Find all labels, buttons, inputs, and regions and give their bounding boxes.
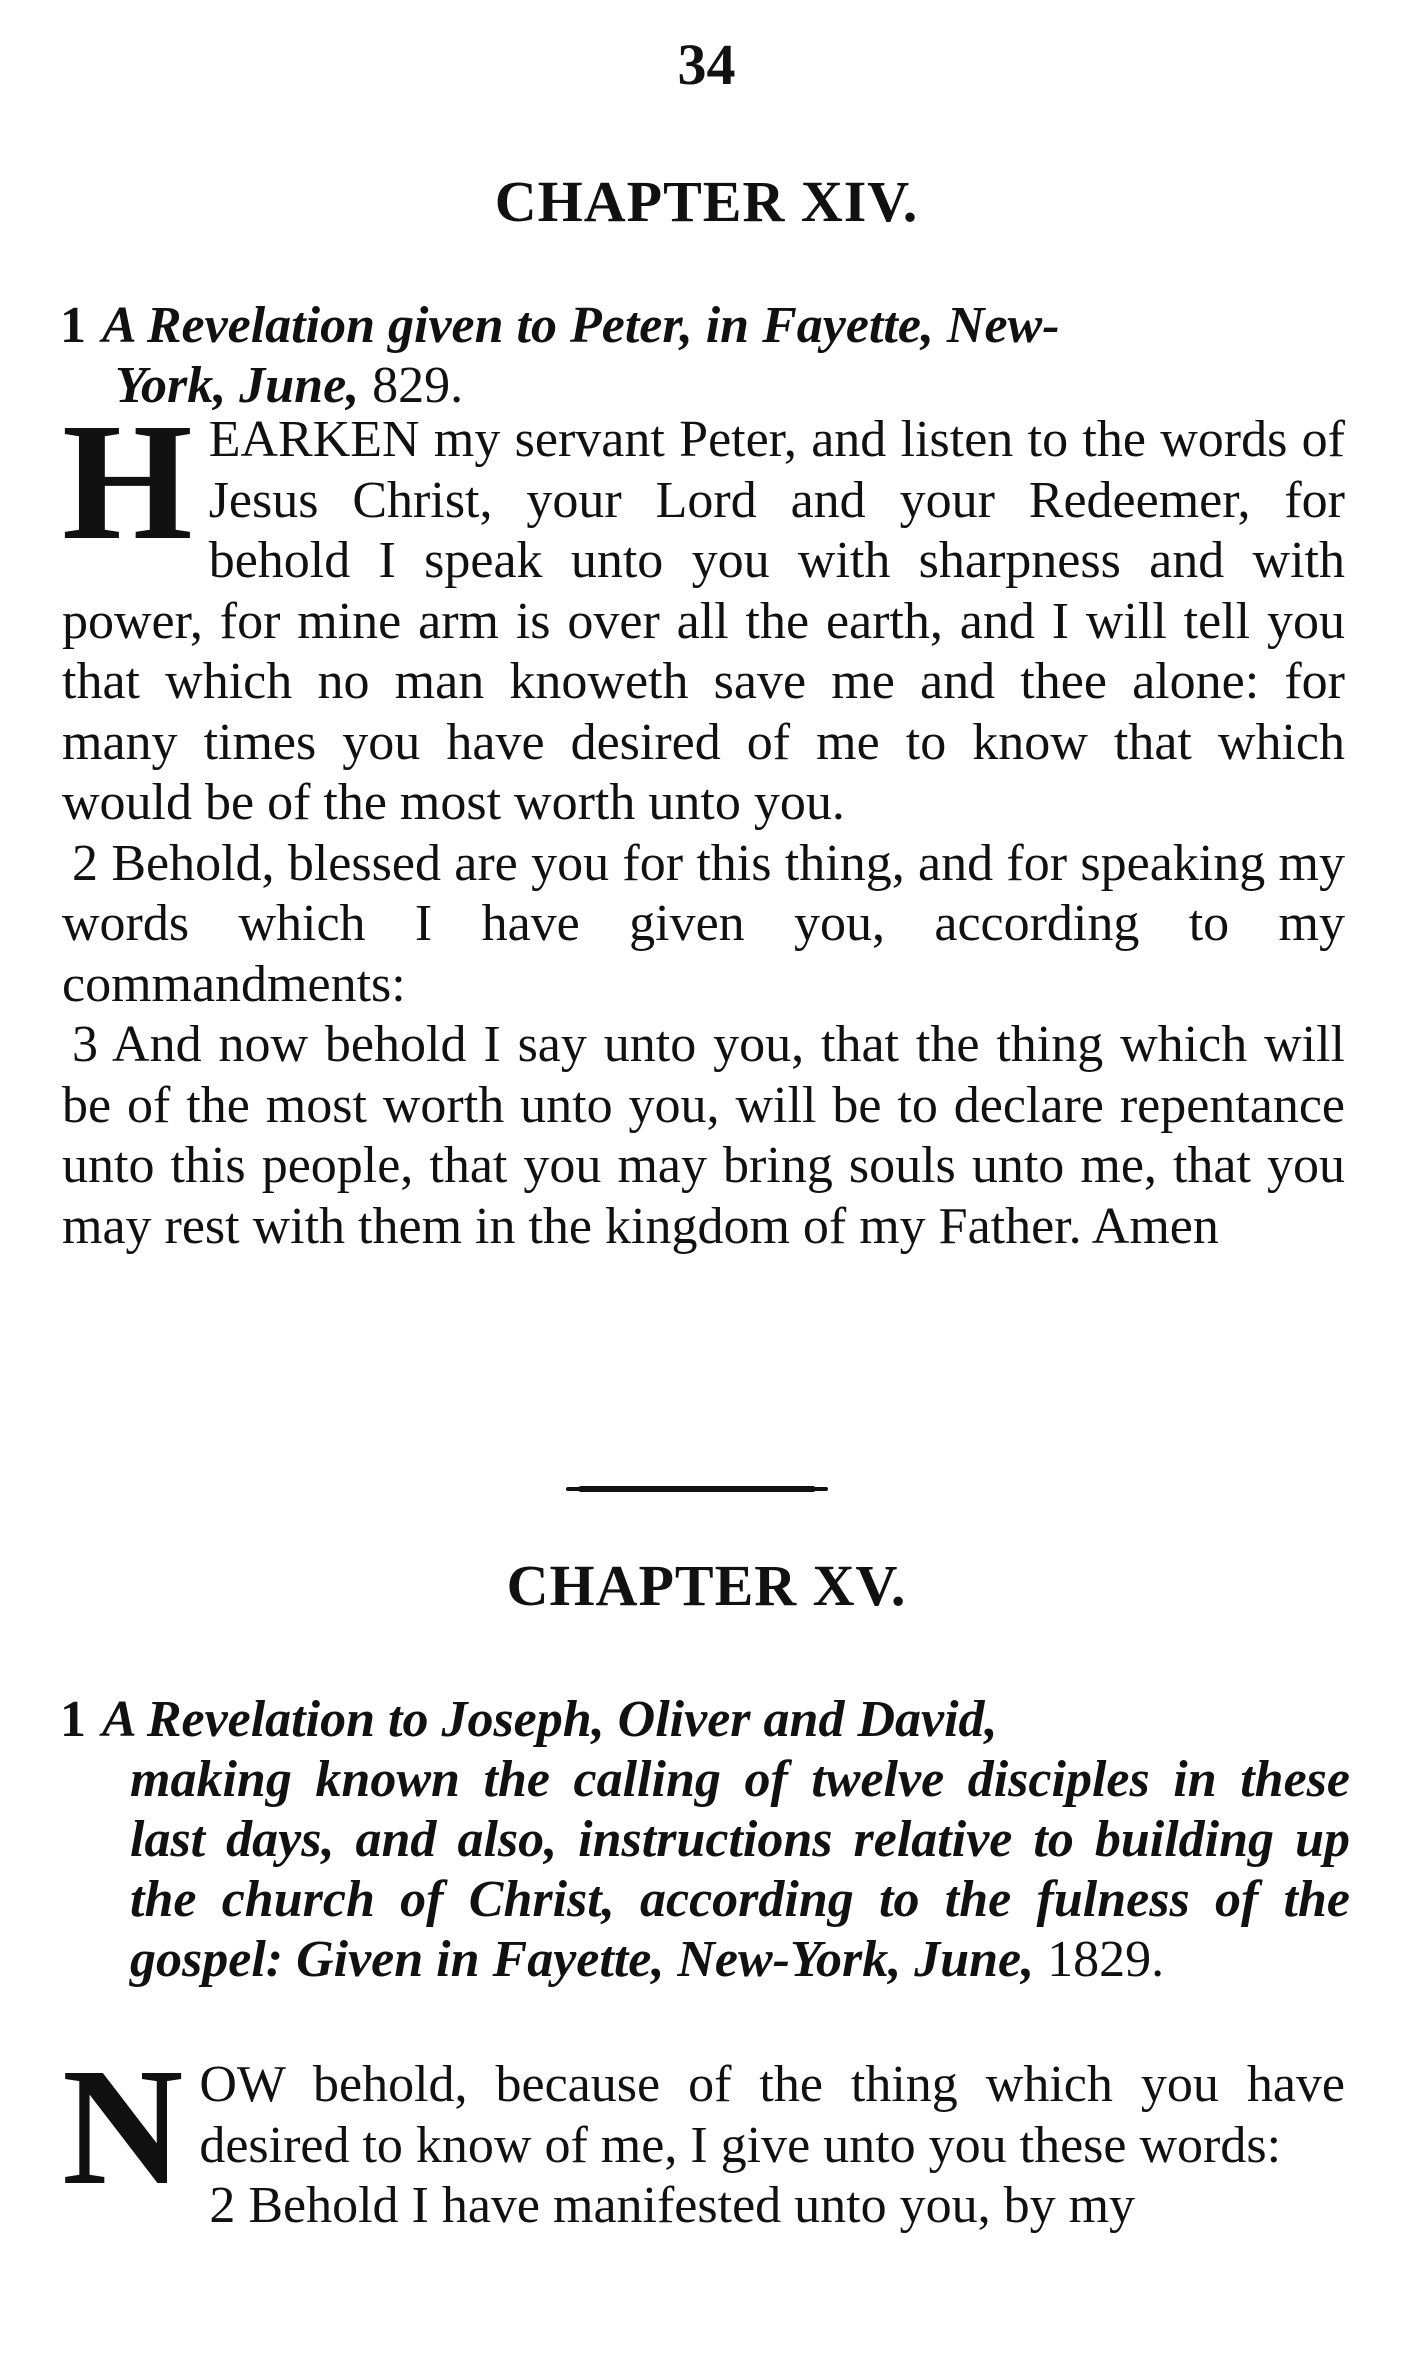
chapter-15-text — [62, 2034, 1345, 2237]
chapter-15-summary — [60, 1690, 1350, 1990]
divider-rule — [578, 1486, 816, 1492]
drop-cap: N — [62, 2034, 184, 2220]
verse-3: 3 And now behold I say unto you, that the thing which will be of the most worth unto you, will be to declare repentance unto this people, that you may bring souls unto me, that you may rest with them in the kingdom of my Father. Amen — [62, 1016, 1345, 1255]
chapter-15-title: CHAPTER XV. — [506, 1553, 907, 1618]
summary-line-2 — [60, 356, 1350, 416]
summary-line-2-italic: York, June, — [115, 357, 360, 414]
summary-number: 1 — [60, 297, 86, 354]
verse-1-text: OW behold, because of the thing which you have desired to know of me, I give unto you these words: — [199, 2056, 1345, 2174]
summary-number: 1 — [60, 1691, 86, 1748]
summary-date: 829. — [359, 357, 464, 414]
chapter-14-title: CHAPTER XIV. — [494, 169, 919, 234]
verse-2: 2 Behold, blessed are you for this thing, and for speaking my words which I have given you, according to my commandments: — [62, 834, 1345, 1013]
verse-2: 2 Behold I have manifested unto you, by my — [209, 2177, 1136, 2234]
summary-line-1: A Revelation to Joseph, Oliver and David, — [102, 1691, 998, 1748]
drop-cap: H — [62, 389, 193, 575]
chapter-14-summary — [60, 296, 1350, 416]
verse-1 — [62, 389, 1345, 834]
summary-line-1: A Revelation given to Peter, in Fayette, New- — [102, 297, 1060, 354]
summary-continuation-italic: making known the calling of twelve disciples in these last days, and also, instructions relative to building up the church of Christ, according to the fulness of the gospel: Given in Fayette, New-York, June, — [130, 1751, 1350, 1988]
summary-continuation — [60, 1750, 1350, 1990]
verse-1-text: EARKEN my servant Peter, and listen to the words of Jesus Christ, your Lord and your Redeemer, for behold I speak unto you with sharpness and with power, for mine arm is over all the earth, and I will tell you that which no man knoweth save me and thee alone: for many times you have desired of me to know that which would be of the most worth unto you. — [62, 411, 1345, 831]
summary-date: 1829. — [1034, 1931, 1165, 1988]
chapter-14-text — [62, 389, 1345, 1257]
page-number: 34 — [677, 32, 736, 97]
